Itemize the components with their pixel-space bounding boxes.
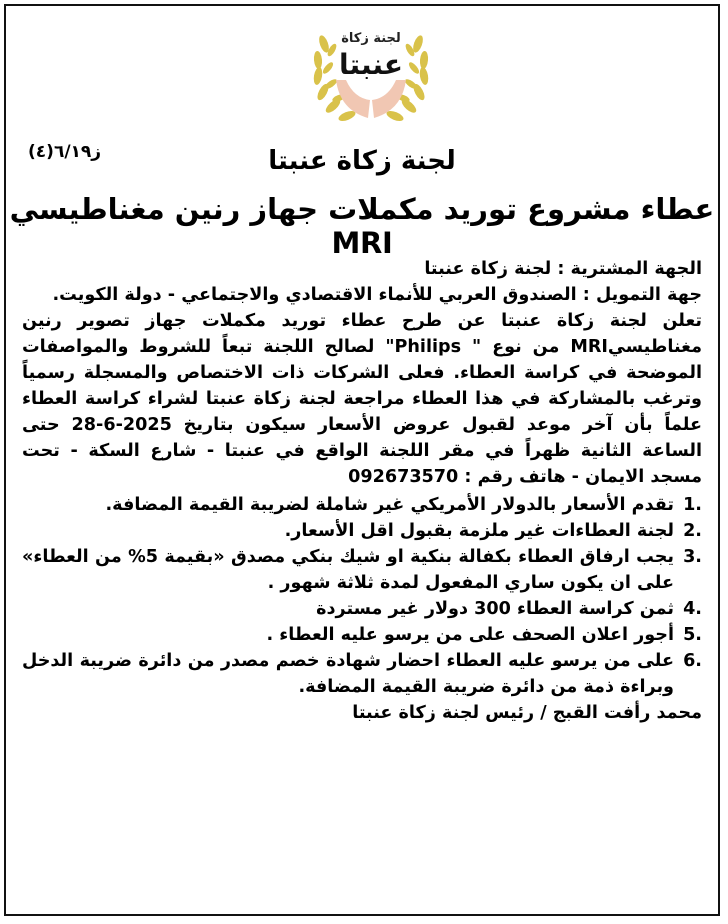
list-item-number: 6. [683,651,702,671]
list-item [22,622,702,648]
list-item-text: يجب ارفاق العطاء بكفالة بنكية او شيك بنكي مصدق «بقيمة 5% من العطاء» على ان يكون ساري المفعول لمدة ثلاثة شهور . [22,547,675,593]
funding-party: جهة التمويل : الصندوق العربي للأنماء الاقتصادي والاجتماعي - دولة الكويت. [52,285,702,305]
signature: محمد رأفت القبج / رئيس لجنة زكاة عنبتا [352,703,702,723]
list-item [22,518,702,544]
conditions-list [22,492,702,700]
committee-name: لجنة زكاة عنبتا [268,146,456,176]
logo-text-line2: عنبتا [339,48,403,81]
announcement-text: تعلن لجنة زكاة عنبتا عن طرح عطاء توريد مكملات جهاز تصوير رنين مغناطيسيMRI من نوع " Philips" لصالح اللجنة تبعاً للشروط والمواصفات الموضحة في كراسة العطاء. فعلى الشركات ذات الاختصاص والمسجلة رسمياً وترغب بالمشاركة في هذا العطاء مراجعة لجنة زكاة عنبتا لشراء كراسة العطاء علماً بأن آخر موعد لقبول عروض الأسعار سيكون بتاريخ 2025-6-28 حتى الساعة الثانية ظهراً في مقر اللجنة الواقع في عنبتا - شارع السكة - تحت مسجد الايمان - هاتف رقم : 092673570 [22,311,702,487]
zakat-committee-emblem-icon [306,14,436,132]
list-item [22,648,702,700]
list-item [22,544,702,596]
list-item-text: أجور اعلان الصحف على من يرسو عليه العطاء . [266,625,674,645]
purchasing-party: الجهة المشترية : لجنة زكاة عنبتا [424,259,702,279]
list-item-number: 3. [683,547,702,567]
list-item-number: 2. [683,521,702,541]
list-item [22,492,702,518]
tender-title: عطاء مشروع توريد مكملات جهاز رنين مغناطيسي MRI [9,192,715,260]
announcement-body [22,256,702,726]
list-item-text: على من يرسو عليه العطاء احضار شهادة خصم مصدر من دائرة ضريبة الدخل وبراءة ذمة من دائرة ضريبة القيمة المضافة. [22,651,674,697]
list-item-text: تقدم الأسعار بالدولار الأمريكي غير شاملة لضريبة القيمة المضافة. [105,495,674,515]
list-item-number: 5. [683,625,702,645]
list-item [22,596,702,622]
list-item-text: لجنة العطاءات غير ملزمة بقبول اقل الأسعار. [284,521,674,541]
list-item-number: 4. [683,599,702,619]
list-item-text: ثمن كراسة العطاء 300 دولار غير مستردة [316,599,674,619]
tender-announcement [4,4,720,916]
list-item-number: 1. [683,495,702,515]
logo-text-line1: لجنة زكاة [341,31,401,46]
reference-number: ز٦/١٩(٤) [28,142,102,162]
